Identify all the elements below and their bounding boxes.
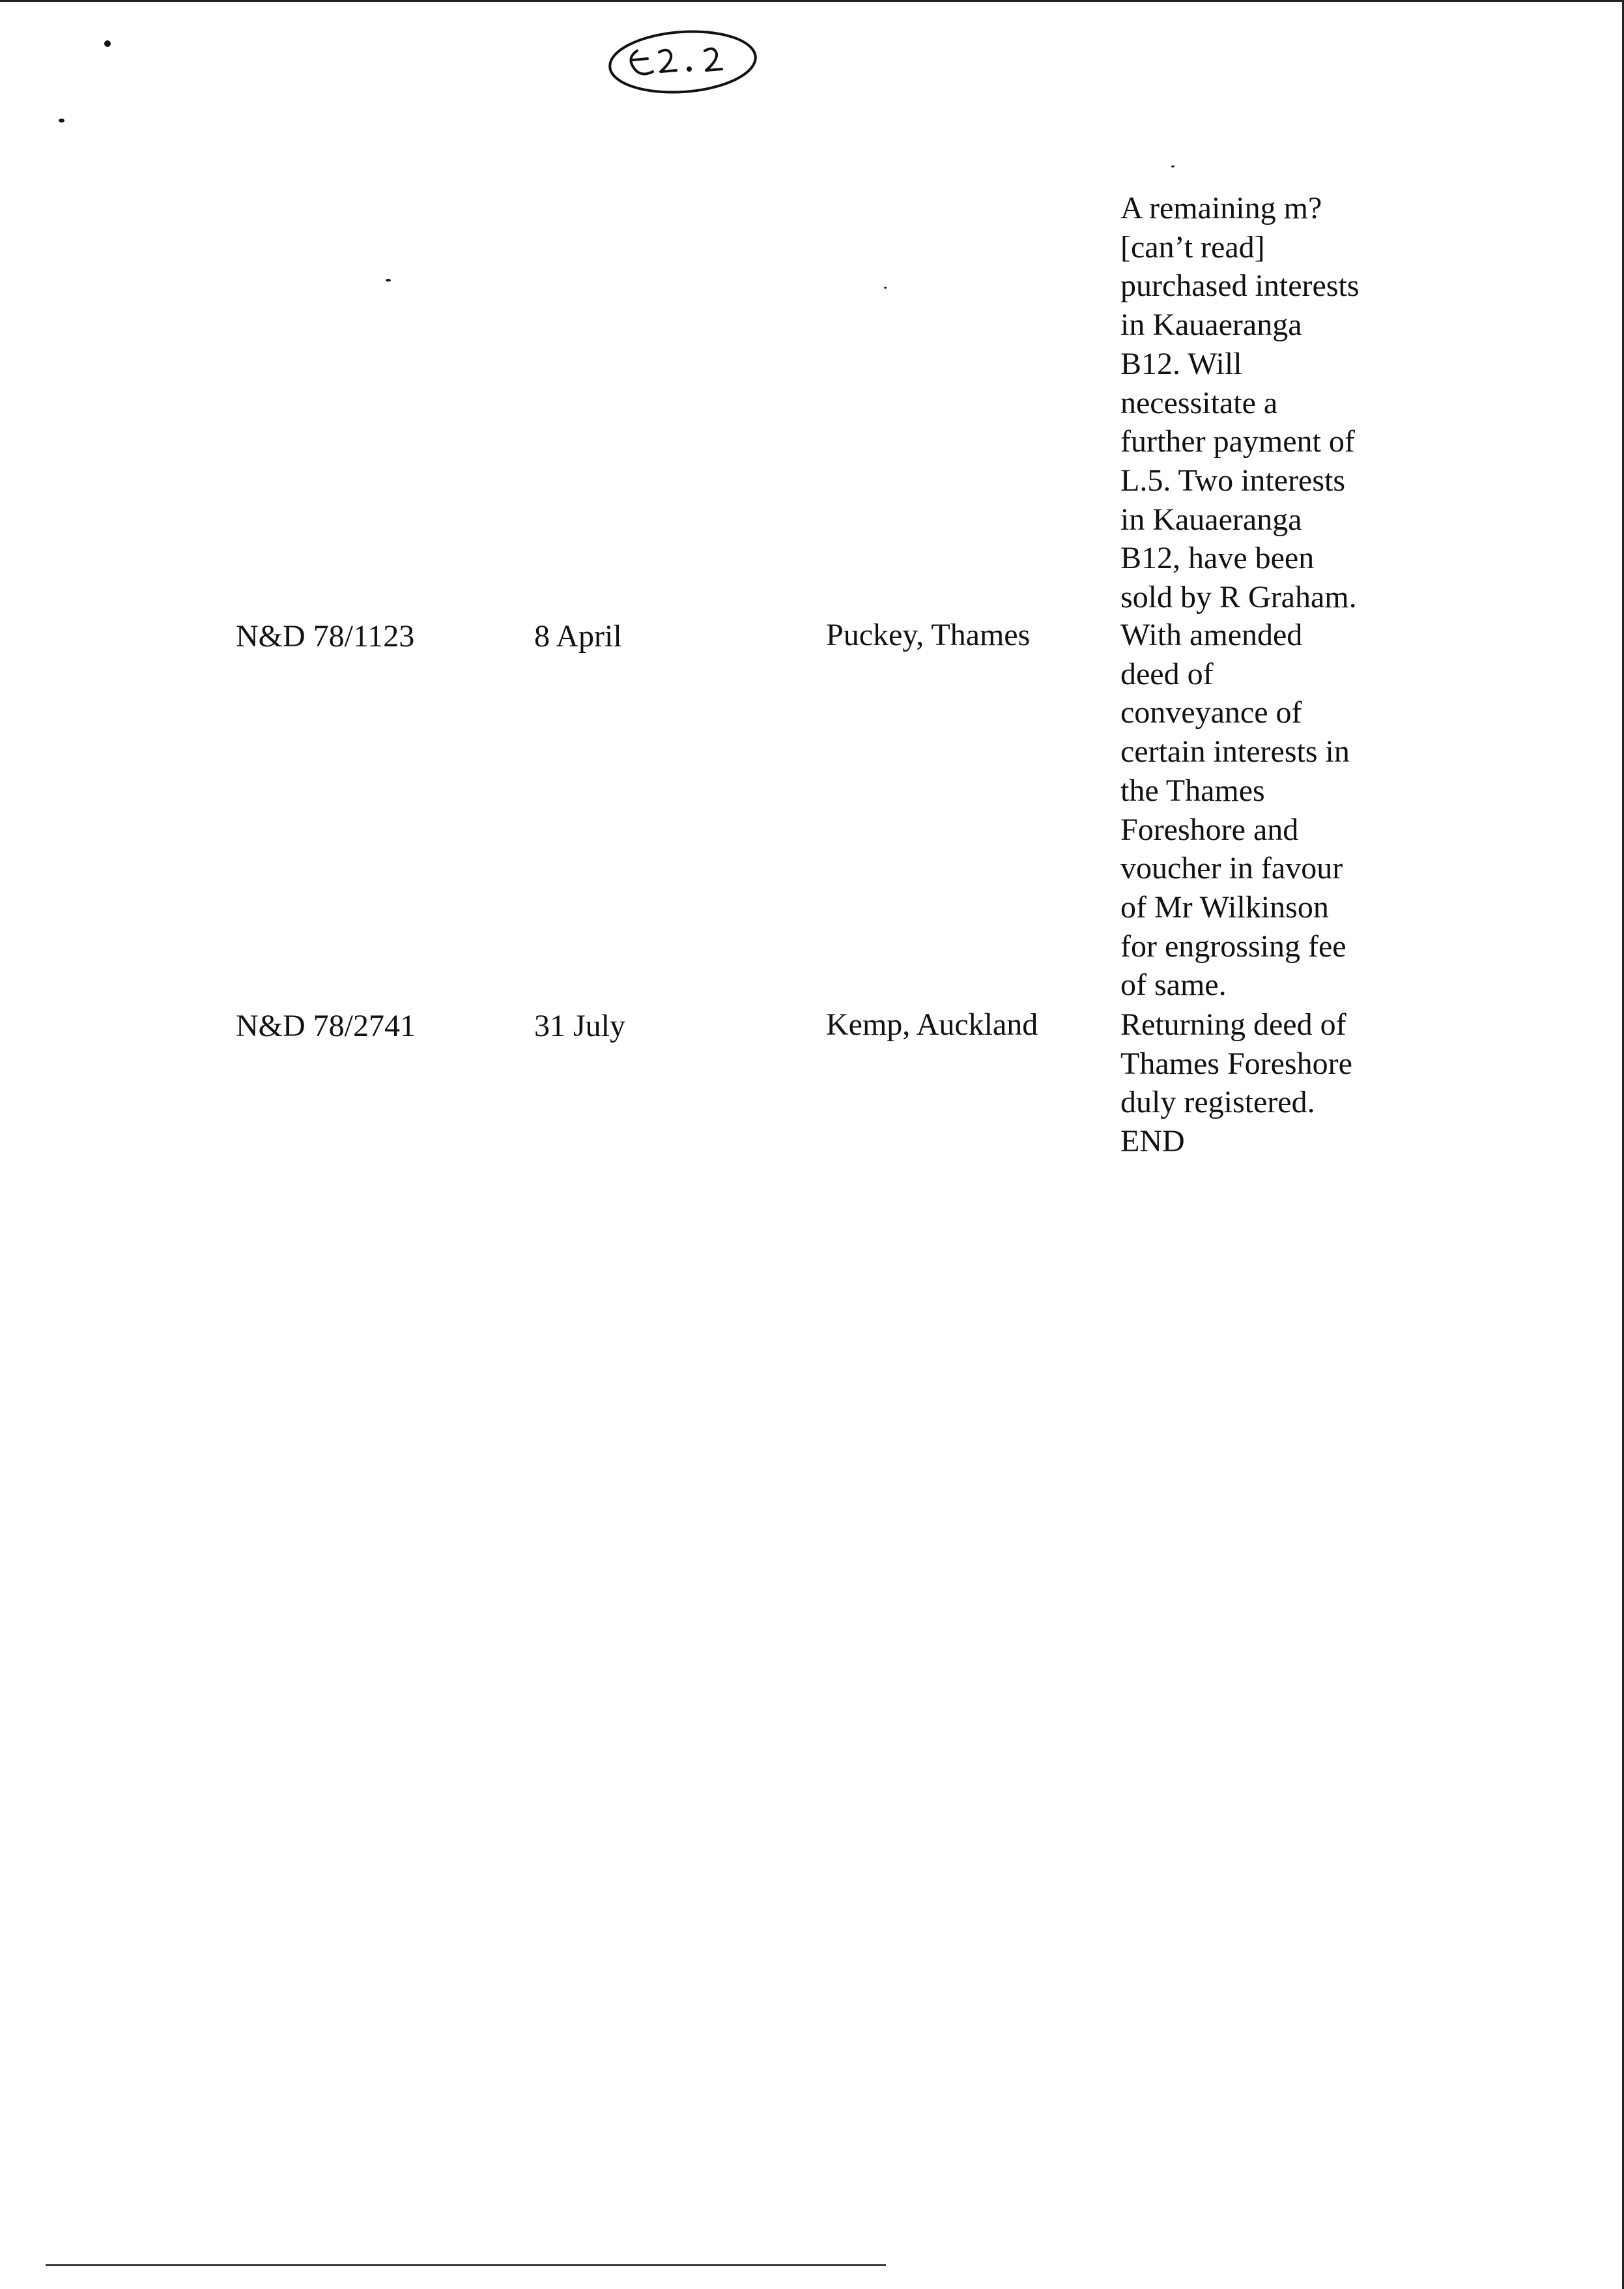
footer-rule [46,2264,886,2266]
entry-1-description [1120,189,1603,617]
scan-speck [884,287,887,289]
description-line: further payment of [1120,424,1355,459]
entry-3-correspondent: Kemp, Auckland [826,1007,1038,1042]
entry-2-date: 8 April [534,619,622,654]
entry-2-description [1120,616,1603,1005]
description-line: A remaining m? [1120,191,1322,225]
scan-speck [59,119,64,122]
page-mark-text [599,26,769,104]
description-line: B12, have been [1120,541,1315,576]
description-line: Foreshore and [1120,812,1299,847]
entry-2-reference: N&D 78/1123 [236,619,415,654]
description-line: necessitate a [1120,385,1278,420]
entry-3-description [1120,1005,1603,1161]
scan-speck [386,279,391,281]
description-line: L.5. Two interests [1120,463,1346,498]
description-line: conveyance of [1120,695,1302,730]
scan-speck [104,40,111,47]
description-line: Thames Foreshore [1120,1046,1352,1081]
description-line: for engrossing fee [1120,929,1346,964]
description-line: the Thames [1120,773,1265,808]
entry-3-reference: N&D 78/2741 [236,1009,416,1043]
entry-3-date: 31 July [534,1009,626,1043]
description-line: Returning deed of [1120,1007,1346,1042]
scan-speck [1171,166,1175,167]
description-line: certain interests in [1120,734,1350,770]
description-line: B12. Will [1120,346,1242,381]
description-line: With amended [1120,618,1303,652]
description-line: voucher in favour [1120,851,1343,886]
description-line: deed of [1120,656,1214,691]
entry-2-correspondent: Puckey, Thames [826,618,1031,652]
description-line: of same. [1120,968,1227,1003]
scan-border-top [0,0,1624,2]
description-line: duly registered. [1120,1085,1315,1120]
description-line: of Mr Wilkinson [1120,889,1329,925]
description-line: sold by R Graham. [1120,580,1357,615]
description-line: purchased interests [1120,268,1360,304]
description-line: in Kauaeranga [1120,308,1302,343]
description-line: [can’t read] [1120,229,1265,265]
description-line: in Kauaeranga [1120,502,1302,537]
description-line: END [1120,1124,1185,1159]
handwritten-page-mark [599,26,769,104]
